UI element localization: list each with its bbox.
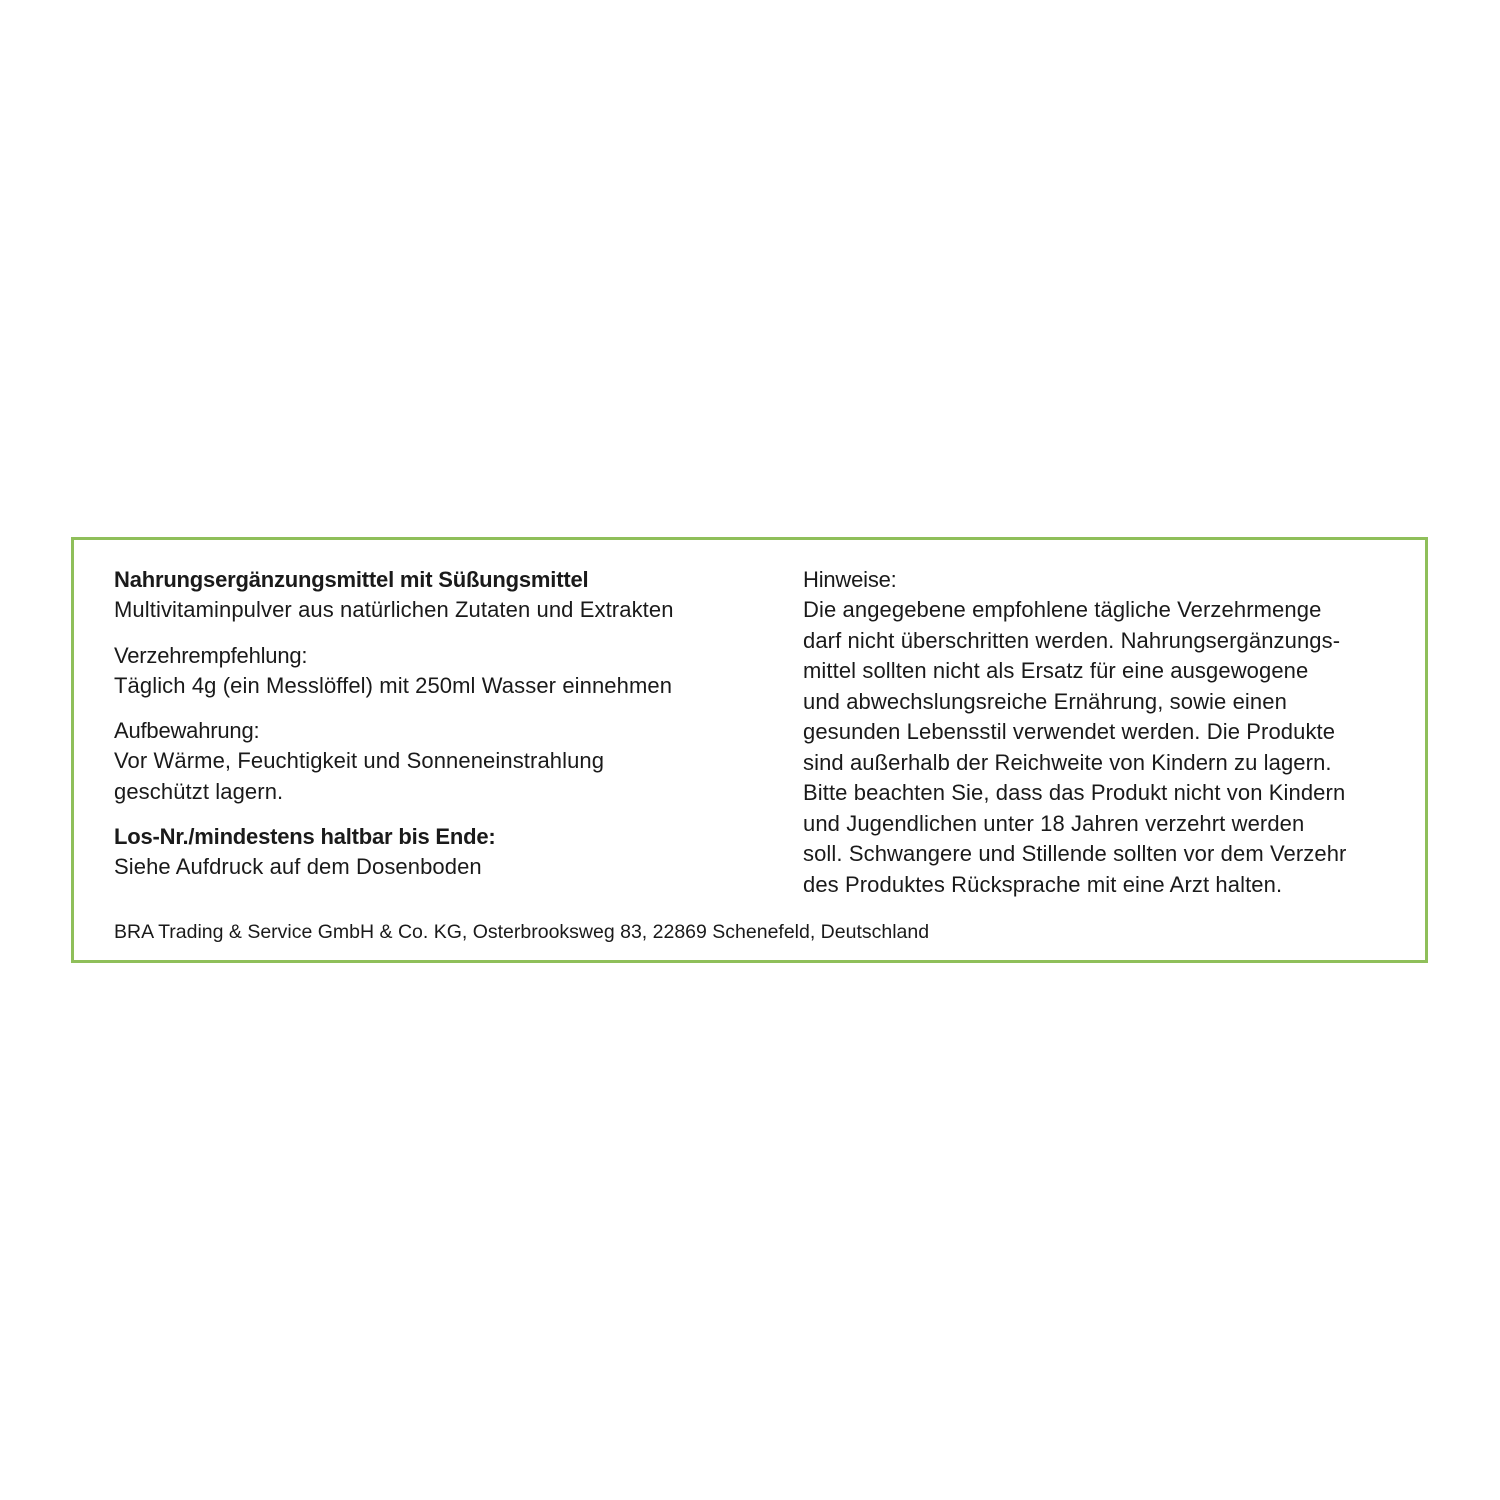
notes-heading: Hinweise: (803, 567, 897, 592)
storage-line: Vor Wärme, Feuchtigkeit und Sonneneinstrahlung (114, 748, 605, 773)
notes-line: mittel sollten nicht als Ersatz für eine ausgewogene (803, 658, 1309, 683)
recommendation-text: Täglich 4g (ein Messlöffel) mit 250ml Wasser einnehmen (114, 672, 673, 698)
lot-text: Siehe Aufdruck auf dem Dosenboden (114, 854, 482, 879)
storage-line: geschützt lagern. (114, 778, 284, 804)
product-heading: Nahrungsergänzungsmittel mit Süßungsmittel (114, 567, 589, 592)
notes-line: des Produktes Rücksprache mit eine Arzt halten. (803, 871, 1283, 897)
notes-line: darf nicht überschritten werden. Nahrungsergänzungs- (803, 627, 1341, 653)
notes-line: Bitte beachten Sie, dass das Produkt nicht von Kindern (803, 780, 1346, 805)
notes-line: sind außerhalb der Reichweite von Kindern zu lagern. (803, 749, 1332, 775)
storage-heading: Aufbewahrung: (114, 718, 260, 743)
notes-text (803, 595, 1403, 900)
notes-line: soll. Schwangere und Stillende sollten vor dem Verzehr (803, 841, 1347, 866)
recommendation-heading: Verzehrempfehlung: (114, 642, 308, 668)
notes-line: und Jugendlichen unter 18 Jahren verzehrt werden (803, 810, 1305, 836)
recommendation-section (114, 640, 774, 702)
lot-section (114, 821, 774, 883)
label-left-column (114, 564, 774, 897)
storage-section (114, 715, 774, 807)
notes-line: und abwechslungsreiche Ernährung, sowie einen (803, 688, 1287, 714)
manufacturer-address: BRA Trading & Service GmbH & Co. KG, Osterbrooksweg 83, 22869 Schenefeld, Deutschland (114, 921, 930, 943)
storage-text (114, 746, 774, 807)
product-label-box (71, 537, 1428, 963)
product-section (114, 564, 774, 626)
notes-line: Die angegebene empfohlene tägliche Verzehrmenge (803, 597, 1322, 622)
notes-line: gesunden Lebensstil verwendet werden. Die Produkte (803, 719, 1336, 744)
label-right-column (803, 564, 1403, 900)
lot-heading: Los-Nr./mindestens haltbar bis Ende: (114, 824, 496, 849)
product-description: Multivitaminpulver aus natürlichen Zutaten und Extrakten (114, 597, 674, 622)
